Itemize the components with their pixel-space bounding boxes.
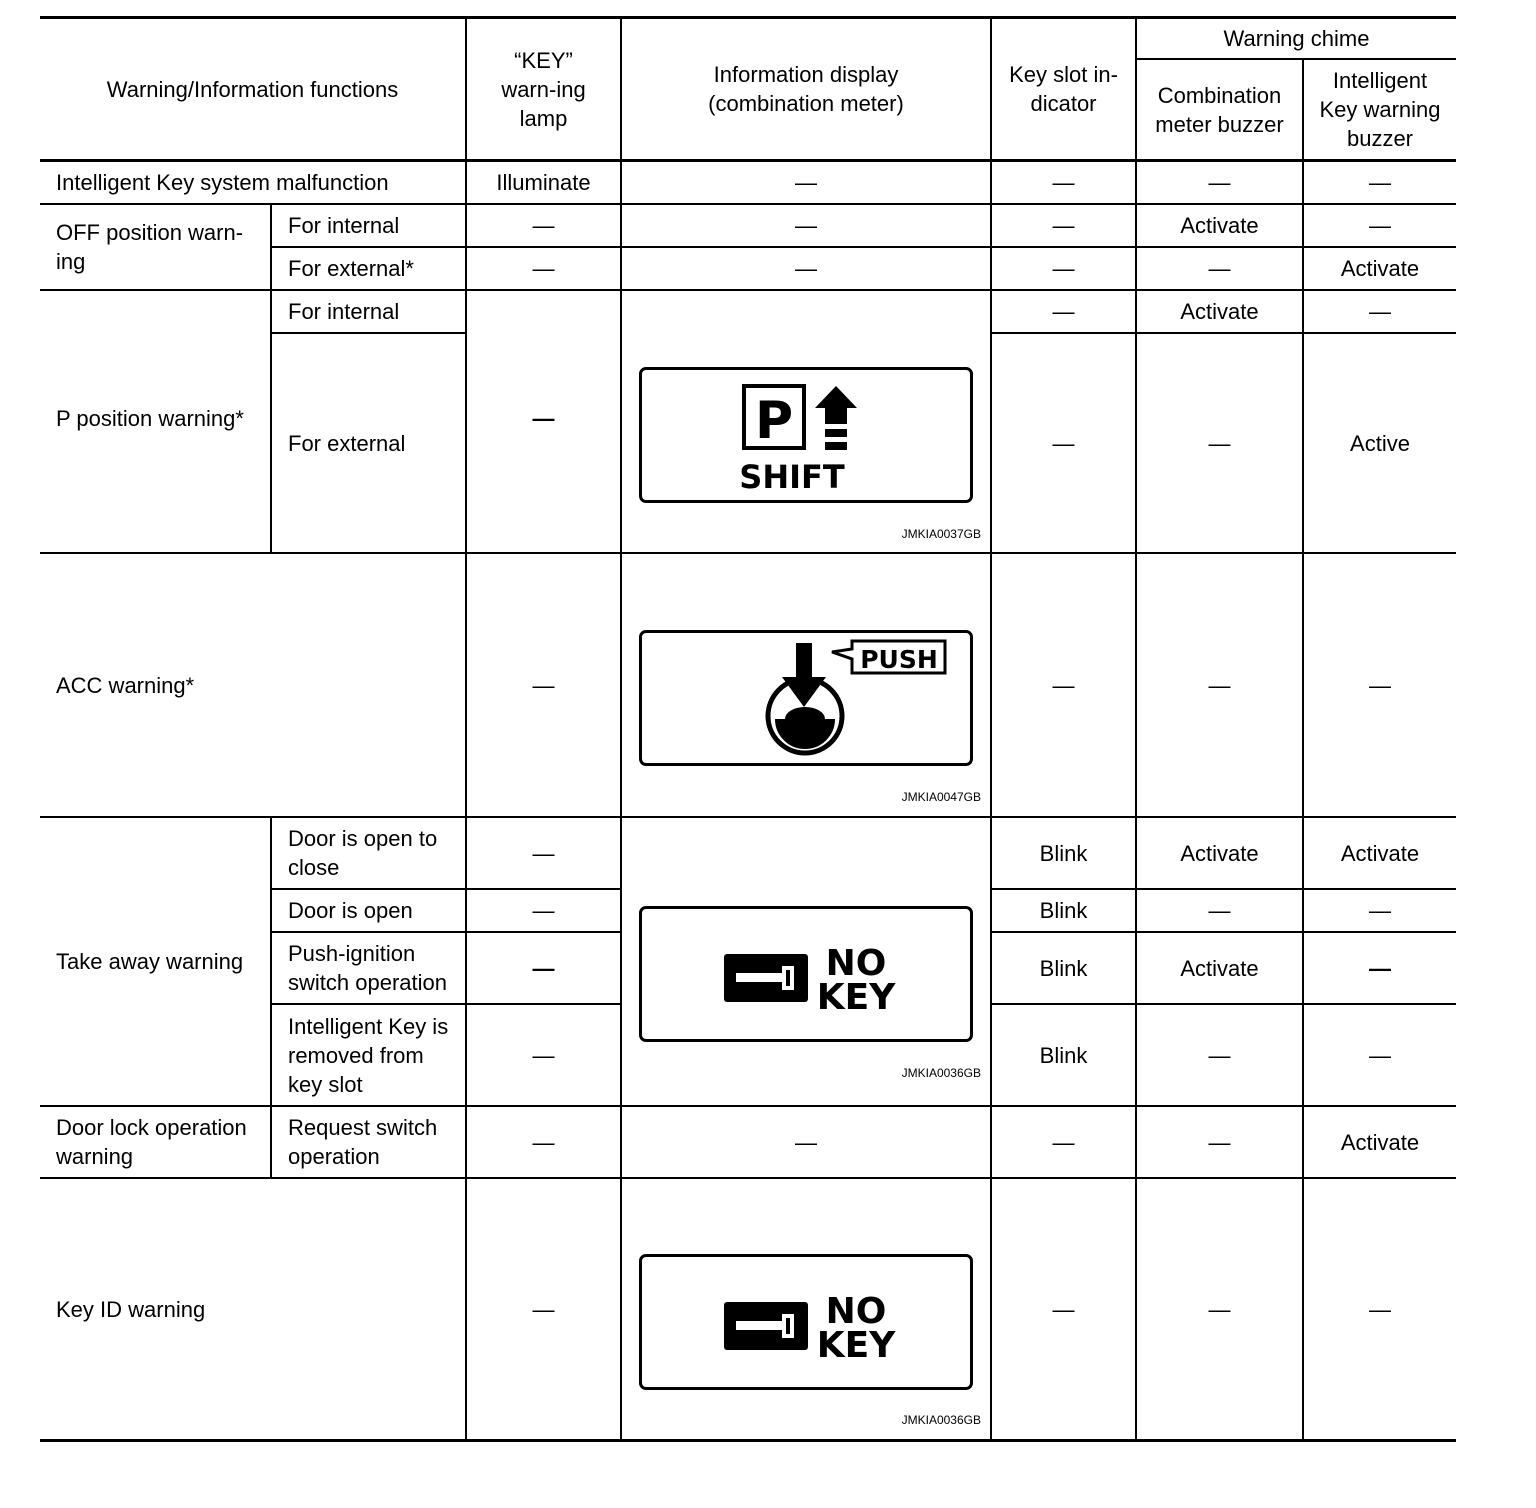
sub-label: Door is open to close [288,826,438,880]
cell-slot: Blink [1039,898,1088,923]
cell-slot: Blink [1039,955,1088,981]
figure-code: JMKIA0036GB [901,1066,981,1080]
cell-lamp: — [532,1296,555,1322]
cell-ikey: Activate [1340,1129,1420,1155]
cell-slot: — [1052,430,1075,456]
meter-display-frame [639,367,973,503]
cell-ikey: Activate [1340,256,1420,281]
sub-label: For external* [288,256,414,281]
cell-combo: Activate [1180,840,1259,866]
header-warning-chime: Warning chime [1223,26,1370,51]
shift-text: SHIFT [739,458,845,496]
cell-combo: Activate [1180,299,1259,324]
cell-ikey: — [1369,898,1391,923]
cell-combo: — [1208,256,1231,281]
table-bottom-rule [40,1439,1456,1442]
meter-display-frame [639,1254,973,1390]
sub-label: For internal [288,213,400,238]
cell-slot: — [1052,299,1075,324]
row-label-take-away: Take away warning [56,949,244,974]
cell-lamp: — [532,256,555,281]
cell-ikey: Activate [1340,840,1420,866]
sub-label: Door is open [288,898,413,923]
sub-label: Request switch operation [288,1115,438,1169]
sub-label: Intelligent Key is removed from key slot [288,1013,449,1097]
cell-ikey: — [1369,170,1391,195]
cell-lamp: — [532,840,555,866]
cell-combo: — [1208,430,1231,456]
p-shift-display [622,291,990,552]
cell-display: — [795,213,817,238]
key-text: KEY [816,977,896,1018]
park-letter: P [754,391,794,451]
row-label-p-position: P position warning* [56,406,244,431]
sub-label: For internal [288,299,400,324]
row-label-malfunction: Intelligent Key system malfunction [56,170,389,195]
cell-display: — [795,256,817,281]
key-text: KEY [816,1325,896,1366]
cell-combo: — [1208,898,1231,923]
cell-lamp: — [532,955,555,981]
cell-lamp: Illuminate [496,170,591,195]
cell-slot: — [1052,213,1075,238]
cell-slot: Blink [1039,840,1088,866]
cell-lamp: — [532,406,555,431]
cell-combo: — [1208,1296,1231,1322]
key-icon [724,954,808,1002]
figure-code: JMKIA0047GB [901,790,981,804]
cell-slot: — [1052,1296,1075,1322]
cell-ikey: — [1369,672,1391,698]
cell-lamp: — [532,898,555,923]
cell-slot: — [1052,672,1075,698]
cell-combo: — [1208,170,1231,195]
cell-ikey: — [1369,299,1391,324]
cell-display: — [795,170,817,195]
no-text: NO [825,1291,887,1332]
header-key-lamp: “KEY” warn-ing lamp [501,47,586,131]
acc-push-display [622,554,990,816]
cell-ikey: — [1369,1042,1391,1068]
cell-combo: — [1208,1042,1231,1068]
no-text: NO [825,943,887,984]
cell-slot: Blink [1039,1042,1088,1068]
cell-lamp: — [532,1042,555,1068]
cell-combo: Activate [1180,213,1259,238]
cell-combo: — [1208,1129,1231,1155]
cell-lamp: — [532,672,555,698]
no-key-display [622,818,990,1105]
figure-code: JMKIA0036GB [901,1413,981,1427]
cell-slot: — [1052,1129,1075,1155]
row-label-door-lock: Door lock operation warning [56,1115,247,1169]
warning-functions-table [40,16,1456,1442]
cell-slot: — [1052,170,1075,195]
cell-lamp: — [532,213,555,238]
header-key-slot: Key slot in-dicator [1009,62,1118,116]
sub-label: For external [288,430,406,456]
shift-up-arrow-icon [815,386,857,450]
row-label-off-position: OFF position warn-ing [56,220,244,274]
figure-code: JMKIA0037GB [901,527,981,541]
cell-combo: Activate [1180,955,1259,981]
row-label-key-id: Key ID warning [56,1296,206,1322]
cell-lamp: — [532,1129,555,1155]
key-id-display [622,1179,990,1439]
push-text: PUSH [860,645,938,674]
cell-ikey: — [1369,213,1391,238]
header-combination-buzzer: Combination meter buzzer [1155,82,1284,137]
cell-ikey: Active [1350,430,1410,456]
cell-combo: — [1208,672,1231,698]
meter-display-frame [639,630,973,766]
header-info-display: Information display (combination meter) [708,62,904,116]
sub-label: Push-ignition switch operation [288,941,447,995]
row-label-acc: ACC warning* [56,672,195,698]
meter-display-frame [639,906,973,1042]
cell-ikey: — [1369,955,1391,981]
header-functions: Warning/Information functions [106,76,399,102]
cell-ikey: — [1369,1296,1391,1322]
header-intelligent-buzzer: Intelligent Key warning buzzer [1319,68,1441,151]
cell-slot: — [1052,256,1075,281]
push-down-arrow-icon [782,643,826,707]
cell-display: — [795,1129,817,1155]
key-icon [724,1302,808,1350]
